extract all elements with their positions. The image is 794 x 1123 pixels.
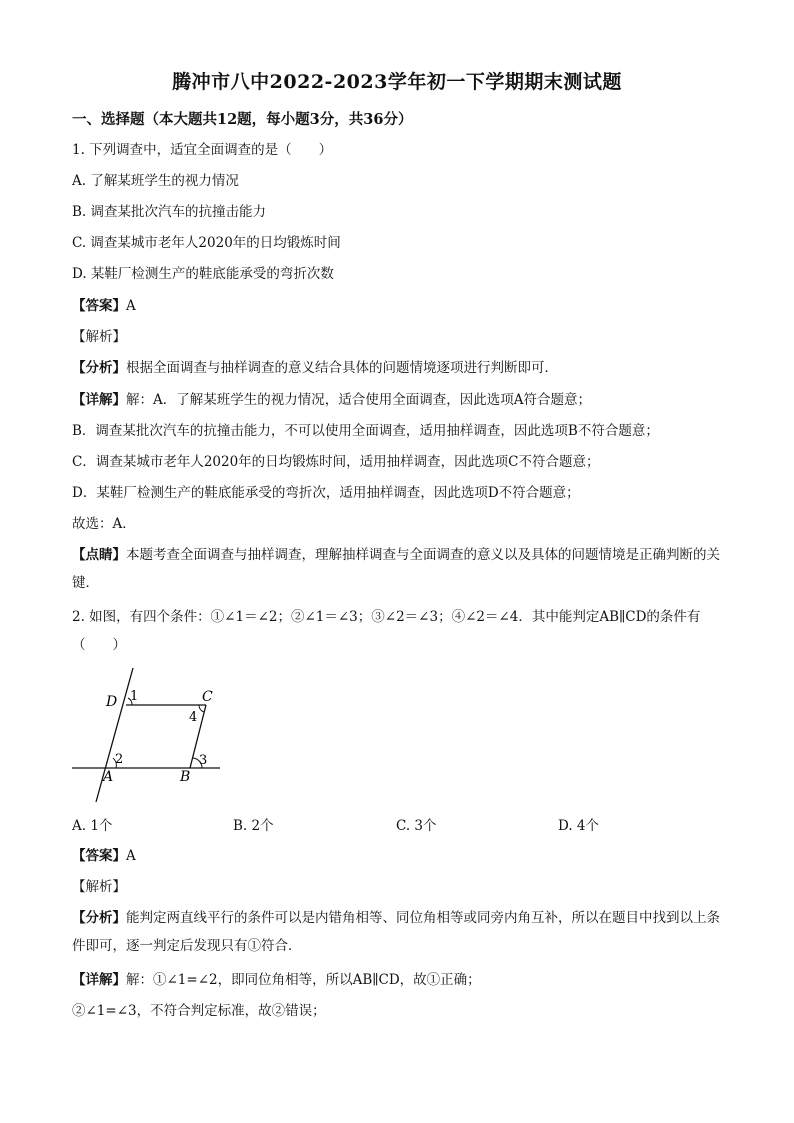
label-3: 3 [199, 753, 208, 768]
q1-detail-line-4: D．某鞋厂检测生产的鞋底能承受的弯折次，适用抽样调查，因此选项D不符合题意； [72, 485, 580, 501]
q2-answer [72, 846, 136, 866]
q2-detail-line-1 [72, 970, 481, 990]
label-4: 4 [189, 710, 198, 725]
detail-text: 解：A．了解某班学生的视力情况，适合使用全面调查，因此选项A符合题意； [126, 392, 591, 408]
answer-value: A [126, 848, 136, 864]
answer-value: A [126, 298, 136, 314]
q1-detail-line-2: B．调查某批次汽车的抗撞击能力，不可以使用全面调查，适用抽样调查，因此选项B不符合题意； [72, 423, 659, 439]
answer-tag: 【答案】 [72, 298, 126, 314]
q2-detail-line-2: ②∠1=∠3，不符合判定标准，故②错误； [72, 1003, 326, 1019]
dianjing-text: 本题考查全面调查与抽样调查，理解抽样调查与全面调查的意义以及具体的问题情境是正确判断的关键． [72, 547, 720, 591]
q2-option-b: B. 2个 [233, 818, 274, 834]
label-2: 2 [115, 752, 124, 767]
q2-option-d: D. 4个 [558, 818, 600, 834]
detail-tag: 【详解】 [72, 392, 126, 408]
q1-stem: 1. 下列调查中，适宜全面调查的是（ ） [72, 142, 333, 158]
section-heading: 一、选择题（本大题共12题，每小题3分，共36分） [72, 111, 413, 128]
label-a: A [103, 769, 114, 785]
q1-fenxi [72, 358, 558, 378]
q2-option-c: C. 3个 [396, 818, 437, 834]
q1-dianjing [72, 541, 722, 597]
q1-conclusion: 故选：A． [72, 516, 136, 532]
fenxi-tag: 【分析】 [72, 360, 126, 376]
q1-option-b: B. 调查某批次汽车的抗撞击能力 [72, 204, 267, 220]
detail-tag: 【详解】 [72, 972, 126, 988]
q2-analysis-tag: 【解析】 [72, 879, 126, 895]
q1-detail-line-1 [72, 390, 591, 410]
fenxi-text: 根据全面调查与抽样调查的意义结合具体的问题情境逐项进行判断即可． [126, 360, 558, 376]
page-title: 腾冲市八中2022-2023学年初一下学期期末测试题 [172, 71, 622, 93]
q2-option-a: A. 1个 [72, 818, 113, 834]
q1-answer [72, 296, 136, 316]
label-1: 1 [130, 689, 139, 704]
label-c: C [202, 689, 213, 705]
label-b: B [180, 769, 191, 785]
answer-tag: 【答案】 [72, 848, 126, 864]
label-d: D [106, 694, 118, 710]
q2-stem: 2. 如图，有四个条件：①∠1＝∠2；②∠1＝∠3；③∠2＝∠3；④∠2＝∠4．其中能判定AB∥CD的条件有（ ） [72, 609, 701, 653]
q1-option-a: A. 了解某班学生的视力情况 [72, 173, 239, 189]
q1-detail-line-3: C．调查某城市老年人2020年的日均锻炼时间，适用抽样调查，因此选项C不符合题意； [72, 454, 600, 470]
q1-option-c: C. 调查某城市老年人2020年的日均锻炼时间 [72, 235, 341, 251]
parallelogram-figure [66, 660, 236, 810]
dianjing-tag: 【点睛】 [72, 547, 126, 563]
fenxi-text: 能判定两直线平行的条件可以是内错角相等、同位角相等或同旁内角互补，所以在题目中找到以上条件即可，逐一判定后发现只有①符合． [72, 910, 720, 954]
q2-fenxi [72, 904, 722, 960]
q1-analysis-tag: 【解析】 [72, 329, 126, 345]
q1-option-d: D. 某鞋厂检测生产的鞋底能承受的弯折次数 [72, 266, 334, 282]
detail-text: 解：①∠1=∠2，即同位角相等，所以AB∥CD，故①正确； [126, 972, 481, 988]
fenxi-tag: 【分析】 [72, 910, 126, 926]
